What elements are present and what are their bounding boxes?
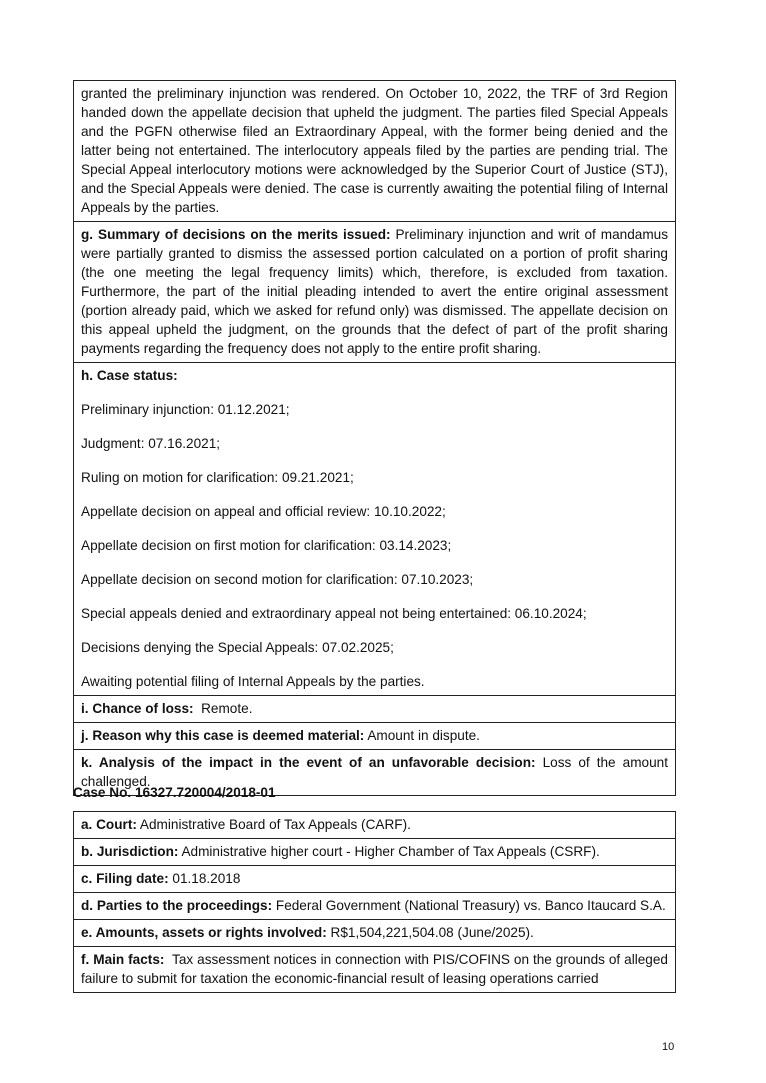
- impact-analysis-text: Loss of the amount challenged.: [81, 755, 668, 789]
- main-facts-text: Tax assessment notices in connection with PIS/COFINS on the grounds of alleged failure to submit for taxation the economic-financial result of leasing operations carried: [81, 952, 672, 986]
- amounts-text: R$1,504,221,504.08 (June/2025).: [326, 925, 534, 940]
- court-row: [74, 812, 675, 838]
- status-item: Special appeals denied and extraordinary appeal not being entertained: 06.10.2024;: [81, 606, 587, 621]
- parties-row: [74, 892, 675, 919]
- status-item: Preliminary injunction: 01.12.2021;: [81, 402, 290, 417]
- court-text: Administrative Board of Tax Appeals (CARF).: [136, 817, 411, 832]
- court-label: a. Court:: [81, 817, 137, 832]
- summary-of-decisions-label: g. Summary of decisions on the merits issued:: [81, 227, 391, 242]
- status-item: Judgment: 07.16.2021;: [81, 436, 221, 451]
- parties-label: d. Parties to the proceedings:: [81, 898, 273, 913]
- case-number-heading: Case No. 16327.720004/2018-01: [73, 785, 276, 800]
- status-item: Decisions denying the Special Appeals: 07.02.2025;: [81, 640, 394, 655]
- parties-text: Federal Government (National Treasury) vs. Banco Itaucard S.A.: [272, 898, 666, 913]
- materiality-reason-label: j. Reason why this case is deemed material:: [81, 728, 365, 743]
- jurisdiction-row: [74, 838, 675, 865]
- materiality-reason-row: [74, 722, 675, 749]
- amounts-row: [74, 919, 675, 946]
- main-facts-text: granted the preliminary injunction was rendered. On October 10, 2022, the TRF of 3rd Region handed down the appellate decision that upheld the judgment. The parties filed Special Appeals and the PGFN otherwise filed an Extraordinary Appeal, with the former being denied and the latter being not entertained. The interlocutory appeals filed by the parties are pending trial. The Special Appeal interlocutory motions were acknowledged by the Superior Court of Justice (STJ), and the Special Appeals were denied. The case is currently awaiting the potential filing of Internal Appeals by the parties.: [81, 86, 668, 215]
- jurisdiction-label: b. Jurisdiction:: [81, 844, 179, 859]
- status-item: Appellate decision on second motion for clarification: 07.10.2023;: [81, 572, 474, 587]
- status-item: Ruling on motion for clarification: 09.21.2021;: [81, 470, 354, 485]
- amounts-label: e. Amounts, assets or rights involved:: [81, 925, 327, 940]
- jurisdiction-text: Administrative higher court - Higher Chamber of Tax Appeals (CSRF).: [178, 844, 600, 859]
- case-details-table-continued: [73, 80, 676, 796]
- case-status-row: [74, 362, 675, 695]
- chance-of-loss-label: i. Chance of loss:: [81, 701, 194, 716]
- chance-of-loss-text: Remote.: [193, 701, 253, 716]
- filing-date-row: [74, 865, 675, 892]
- status-item: Appellate decision on first motion for clarification: 03.14.2023;: [81, 538, 452, 553]
- filing-date-text: 01.18.2018: [168, 871, 241, 886]
- status-item: Awaiting potential filing of Internal Appeals by the parties.: [81, 674, 425, 689]
- main-facts-continued: [74, 81, 675, 221]
- materiality-reason-text: Amount in dispute.: [364, 728, 480, 743]
- case-status-label: h. Case status:: [81, 368, 178, 383]
- impact-analysis-label: k. Analysis of the impact in the event of an unfavorable decision:: [81, 755, 536, 770]
- summary-of-decisions-text: Preliminary injunction and writ of mandamus were partially granted to dismiss the assessed portion calculated on a portion of profit sharing (the one meeting the legal frequency limits) which, therefore, is excluded from taxation. Furthermore, the part of the initial pleading intended to avert the entire original assessment (portion already paid, which we asked for refund only) was dismissed. The appellate decision on this appeal upheld the judgment, on the grounds that the defect of part of the profit sharing payments regarding the frequency does not apply to the entire profit sharing.: [81, 227, 669, 356]
- page-number: 10: [662, 1041, 675, 1053]
- status-item: Appellate decision on appeal and official review: 10.10.2022;: [81, 504, 446, 519]
- case-details-table: [73, 811, 676, 993]
- chance-of-loss-row: [74, 695, 675, 722]
- main-facts-row: [74, 946, 675, 992]
- summary-of-decisions-row: [74, 221, 675, 362]
- main-facts-label: f. Main facts:: [81, 952, 165, 967]
- filing-date-label: c. Filing date:: [81, 871, 169, 886]
